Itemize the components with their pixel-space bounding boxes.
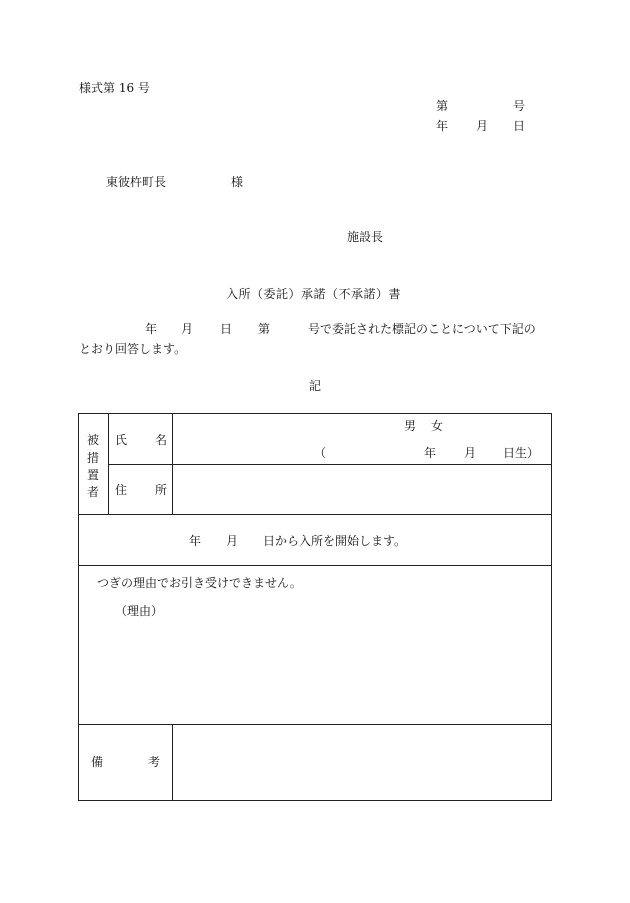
person-label-char: 被 (87, 433, 100, 447)
sex-female: 女 (431, 419, 444, 433)
body-line1-rest: 号で委託された標記のことについて下記の (308, 322, 536, 336)
start-year: 年 (189, 534, 202, 548)
table-border-right (551, 413, 552, 801)
person-label-char: 者 (87, 485, 100, 499)
table-col-remarks (172, 724, 173, 801)
table-divider-start-reason (78, 565, 552, 566)
sender-title: 施設長 (347, 230, 384, 244)
body-year: 年 (145, 322, 158, 336)
person-label-char: 措 (87, 451, 100, 465)
table-border-left (78, 413, 79, 801)
remarks-label-first: 備 (91, 755, 104, 769)
body-month: 月 (181, 322, 194, 336)
date-day: 日 (513, 119, 526, 133)
body-day: 日 (220, 322, 233, 336)
table-col-person (108, 413, 109, 515)
refuse-text: つぎの理由でお引き受けできません。 (97, 576, 302, 590)
date-month: 月 (476, 119, 489, 133)
birth-open-paren: （ (314, 446, 327, 460)
body-number-prefix: 第 (258, 322, 271, 336)
birth-month: 月 (464, 446, 477, 460)
birth-day: 日生） (503, 446, 540, 460)
table-divider-reason-remarks (78, 724, 552, 725)
date-year: 年 (436, 119, 449, 133)
birth-year: 年 (424, 446, 437, 460)
table-border-bottom (78, 800, 552, 801)
table-divider-name-address (108, 464, 552, 465)
start-month: 月 (226, 534, 239, 548)
addressee-name: 東彼杵町長 (106, 175, 167, 189)
form-number: 様式第 16 号 (79, 81, 150, 95)
ki-heading: 記 (309, 379, 322, 393)
body-line2: とおり回答します。 (79, 342, 187, 356)
name-label-first: 氏 (115, 433, 128, 447)
doc-number-suffix: 号 (513, 99, 526, 113)
doc-number-prefix: 第 (436, 99, 449, 113)
address-label-first: 住 (115, 483, 128, 497)
reason-label: （理由） (115, 604, 164, 618)
table-col-label (172, 413, 173, 515)
address-label-second: 所 (155, 483, 168, 497)
name-label-second: 名 (155, 433, 168, 447)
table-border-top (78, 413, 552, 414)
table-divider-person-start (78, 514, 552, 515)
start-rest: 日から入所を開始します。 (263, 534, 407, 548)
addressee-honorific: 様 (231, 175, 244, 189)
document-title: 入所（委託）承諾（不承諾）書 (226, 287, 402, 301)
sex-male: 男 (404, 419, 417, 433)
remarks-label-second: 考 (148, 755, 161, 769)
person-label-char: 置 (87, 468, 100, 482)
